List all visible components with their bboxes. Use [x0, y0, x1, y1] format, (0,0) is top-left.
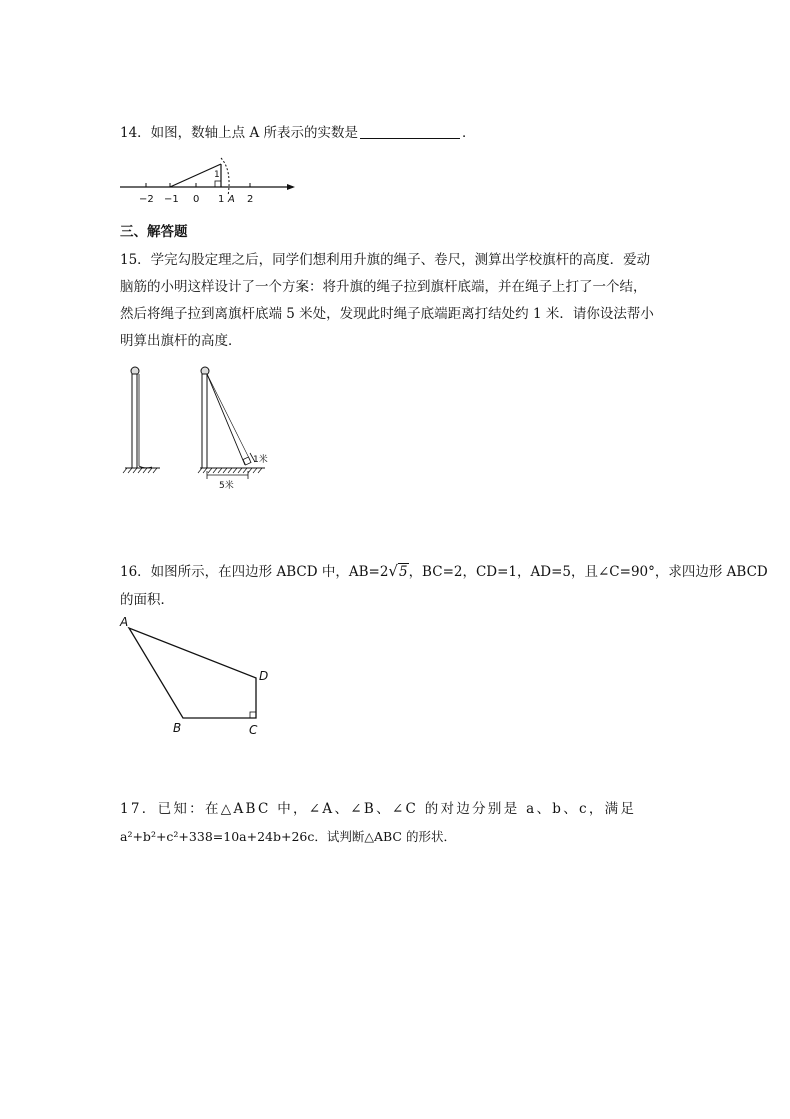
axis-label-neg1: −1: [164, 194, 179, 205]
vertex-D: D: [259, 669, 269, 683]
leg-label-1: 1: [214, 170, 220, 180]
q17-line-2: a²+b²+c²+338=10a+24b+26c．试判断△ABC 的形状．: [120, 829, 456, 844]
axis-label-A: A: [228, 194, 235, 205]
right-angle-mark: [215, 181, 221, 187]
sqrt-radicand: 5: [398, 564, 408, 580]
quadrilateral-ABCD: [129, 628, 256, 718]
q14-prefix: 14．如图，数轴上点 A 所表示的实数是: [120, 125, 359, 141]
q16-text-b: ，BC=2，CD=1，AD=5，且∠C=90°，求四边形 ABCD: [408, 564, 768, 580]
vertex-B: B: [173, 721, 182, 735]
vertex-A: A: [120, 615, 129, 629]
number-line-figure: [115, 150, 315, 210]
axis-label-2: 2: [247, 194, 254, 205]
q15-line-2: 脑筋的小明这样设计了一个方案：将升旗的绳子拉到旗杆底端，并在绳子上打了一个结，: [120, 279, 647, 295]
q14-suffix: ．: [462, 125, 476, 141]
q17-line-1: 17．已知：在△ABC 中，∠A、∠B、∠C 的对边分别是 a、b、c，满足: [120, 801, 637, 817]
q14-answer-blank[interactable]: [360, 124, 460, 139]
axis-arrow-icon: [287, 184, 295, 190]
axis-label-neg2: −2: [139, 194, 154, 205]
rope-2a: [207, 374, 245, 465]
right-angle-C: [250, 712, 256, 718]
sqrt-symbol: √5: [388, 562, 408, 580]
vertex-C: C: [249, 723, 258, 737]
rope-2b: [207, 374, 250, 460]
label-1m: 1米: [253, 455, 268, 465]
flagpole-1: [132, 374, 137, 468]
ground-hatch-2: [198, 468, 262, 473]
quadrilateral-figure: [115, 612, 285, 742]
q15-line-3: 然后将绳子拉到离旗杆底端 5 米处，发现此时绳子底端距离打结处约 1 米．请你设法帮小: [120, 306, 654, 322]
section-title: 三、解答题: [120, 224, 188, 240]
q16-line-2: 的面积．: [120, 592, 174, 608]
compass-arc: [221, 158, 229, 196]
flagpole-figure: [120, 362, 290, 492]
axis-label-1: 1: [218, 194, 225, 205]
label-5m: 5米: [219, 481, 234, 491]
q16-text-a: 16．如图所示，在四边形 ABCD 中，AB=2: [120, 564, 389, 580]
question-14: [120, 124, 476, 142]
q16-line-1: [120, 562, 768, 581]
q15-line-1: 15．学完勾股定理之后，同学们想利用升旗的绳子、卷尺，测算出学校旗杆的高度．爱动: [120, 252, 651, 268]
axis-label-0: 0: [193, 194, 200, 205]
flagpole-2: [202, 374, 207, 468]
ground-hatch-1: [123, 468, 157, 473]
q15-line-4: 明算出旗杆的高度．: [120, 333, 242, 349]
